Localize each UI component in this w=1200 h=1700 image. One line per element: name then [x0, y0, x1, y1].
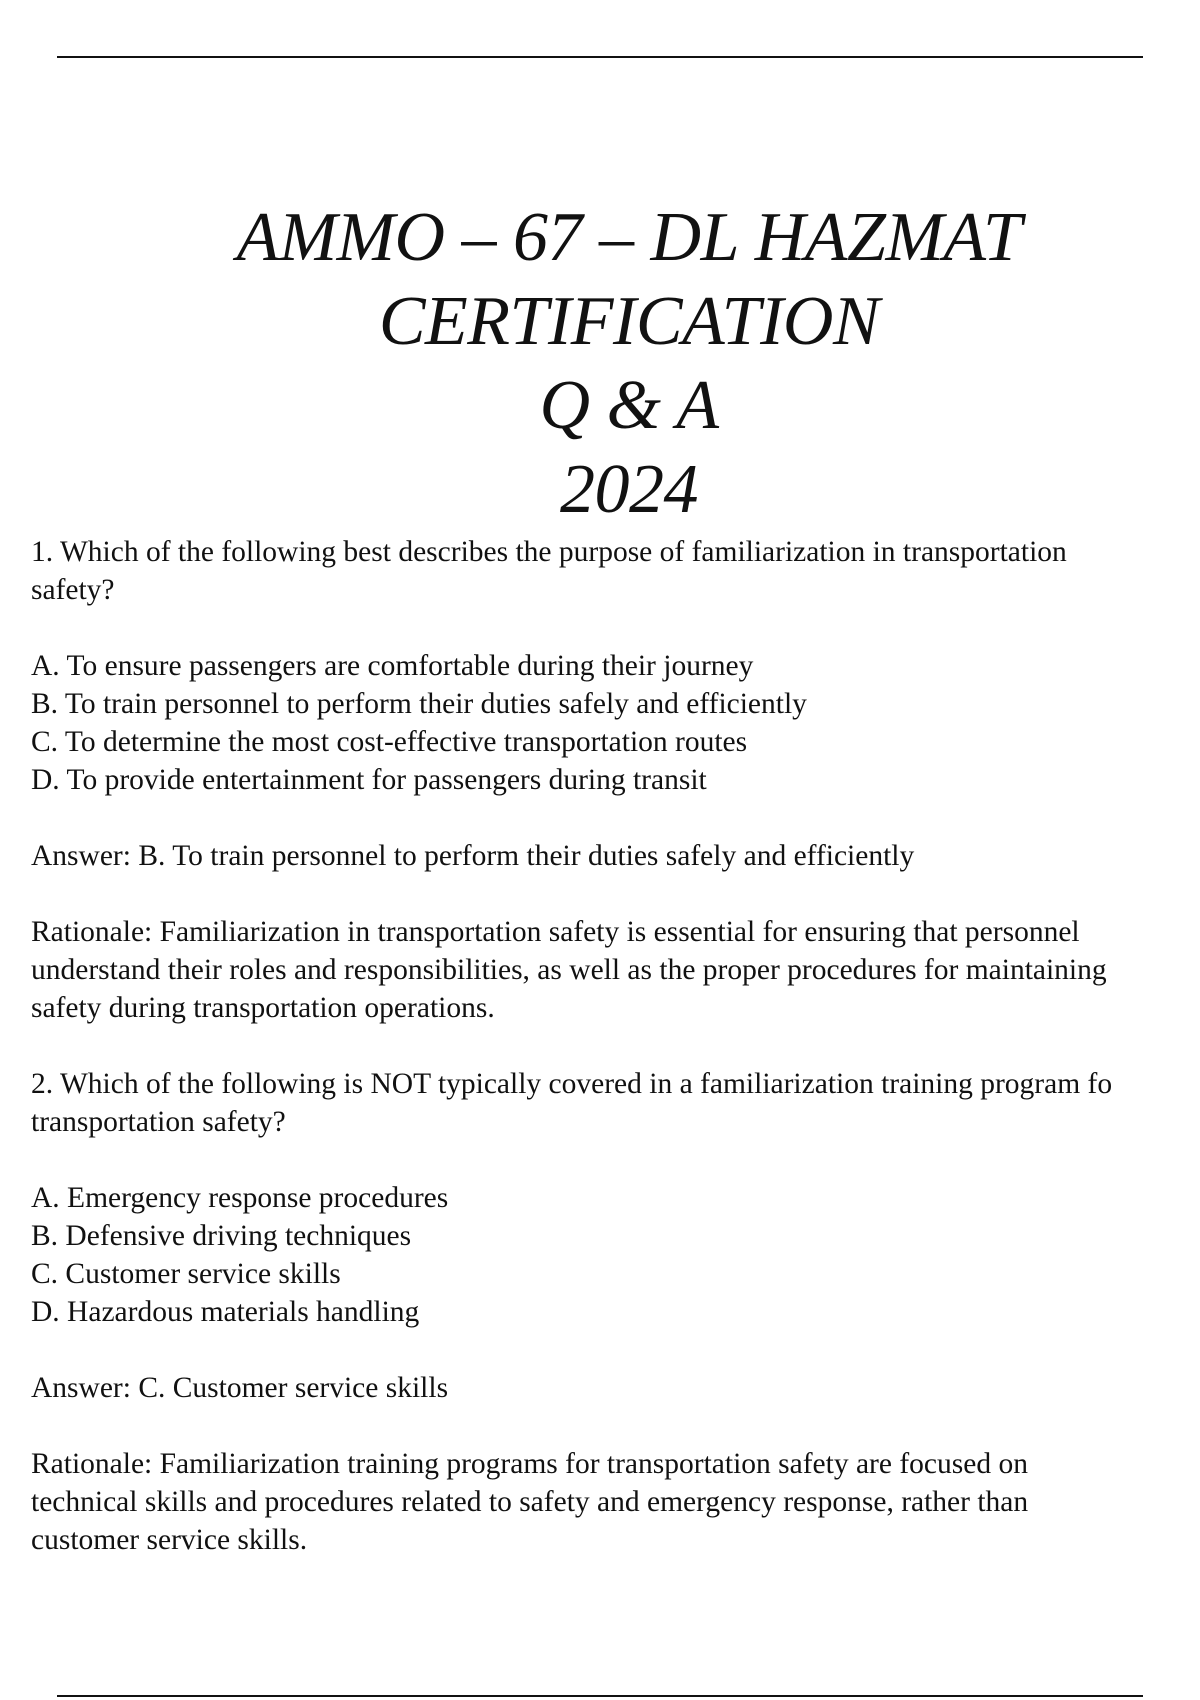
option-item: B. To train personnel to perform their duties safely and efficiently	[31, 688, 807, 720]
header-rule	[57, 56, 1143, 58]
option-item: A. Emergency response procedures	[31, 1182, 449, 1214]
title-line-3: Q & A	[539, 367, 719, 444]
question-1-line-1: 1. Which of the following best describes the purpose of familiarization in transportation	[31, 536, 1067, 568]
question-2-rationale	[31, 1445, 1200, 1559]
option-item: C. Customer service skills	[31, 1258, 341, 1290]
footer-rule	[57, 1695, 1143, 1697]
rationale-line: customer service skills.	[31, 1524, 308, 1556]
document-title	[0, 196, 1200, 532]
qa-content	[31, 533, 1200, 1559]
question-block-1	[31, 533, 1200, 1027]
question-1-options	[31, 647, 1200, 799]
rationale-line: technical skills and procedures related to safety and emergency response, rather than	[31, 1486, 1029, 1518]
rationale-line: Rationale: Familiarization training programs for transportation safety are focused on	[31, 1448, 1028, 1480]
rationale-line: understand their roles and responsibilities, as well as the proper procedures for maintaining	[31, 954, 1107, 986]
question-1-line-2: safety?	[31, 574, 115, 606]
title-line-1: AMMO – 67 – DL HAZMAT	[236, 199, 1022, 276]
question-block-2	[31, 1065, 1200, 1559]
question-2-answer: Answer: C. Customer service skills	[31, 1372, 449, 1404]
question-1-answer: Answer: B. To train personnel to perform their duties safely and efficiently	[31, 840, 915, 872]
question-1-rationale	[31, 913, 1200, 1027]
option-item: C. To determine the most cost-effective transportation routes	[31, 726, 748, 758]
question-2-text	[31, 1065, 1200, 1141]
rationale-line: safety during transportation operations.	[31, 992, 495, 1024]
option-item: B. Defensive driving techniques	[31, 1220, 412, 1252]
title-line-2: CERTIFICATION	[378, 283, 880, 360]
question-1-text	[31, 533, 1200, 609]
title-line-4: 2024	[560, 451, 698, 528]
question-2-line-2: transportation safety?	[31, 1106, 286, 1138]
question-2-line-1: 2. Which of the following is NOT typically covered in a familiarization training program fo	[31, 1068, 1113, 1100]
rationale-line: Rationale: Familiarization in transportation safety is essential for ensuring that personnel	[31, 916, 1080, 948]
option-item: D. To provide entertainment for passengers during transit	[31, 764, 707, 796]
option-item: D. Hazardous materials handling	[31, 1296, 420, 1328]
question-2-options	[31, 1179, 1200, 1331]
option-item: A. To ensure passengers are comfortable during their journey	[31, 650, 754, 682]
